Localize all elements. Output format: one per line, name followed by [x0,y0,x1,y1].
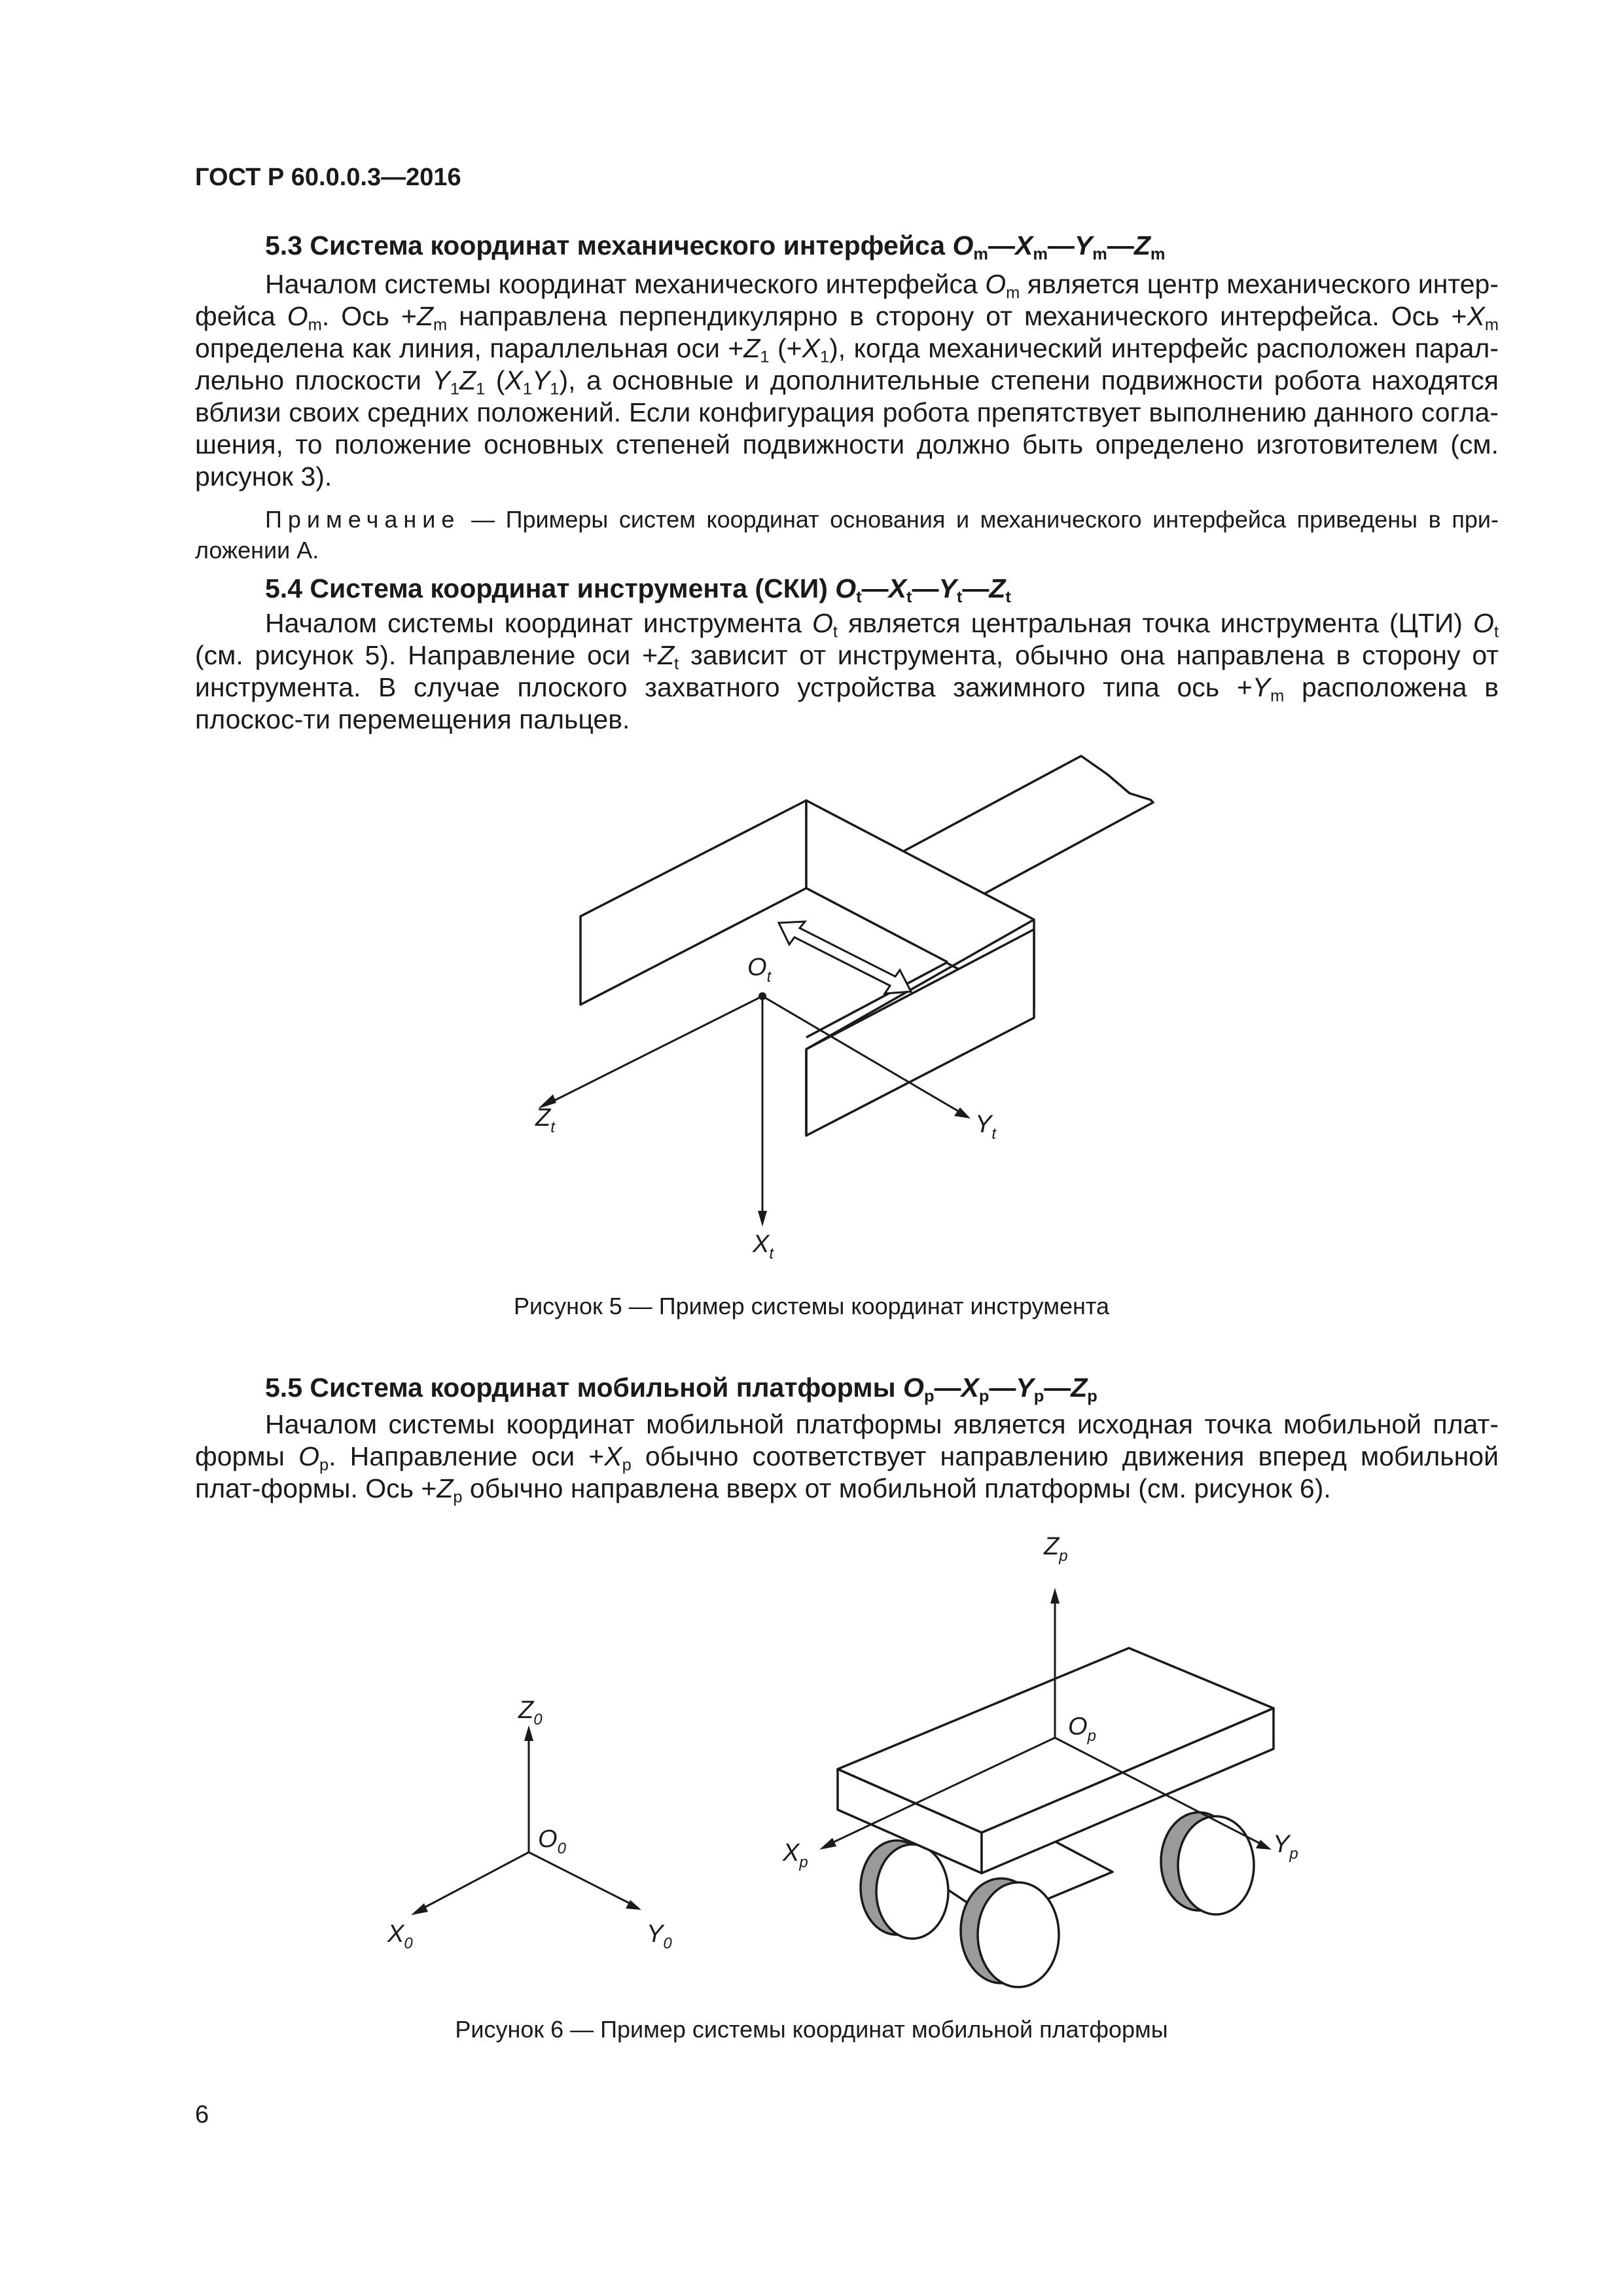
label-Zp: $Z_p$ [1044,1533,1068,1565]
section-5-3-heading: 5.3 Система координат механического интерфейса $O_m—X_m—Y_m—Z_m$ [265,230,1166,264]
label-O0: $O_0$ [538,1825,566,1857]
note-paragraph: Примечание — Примеры систем координат основания и механического интерфейса приведены в при-ложении А. [195,506,1499,564]
label-Y0: $Y_0$ [647,1920,672,1952]
page-number: 6 [195,2101,209,2128]
label-Xp: $X_p$ [783,1839,808,1871]
document-header: ГОСТ Р 60.0.0.3—2016 [195,164,461,191]
label-X0: $X_0$ [387,1920,413,1952]
label-Z0: $Z_0$ [518,1696,543,1729]
label-Yp: $Y_p$ [1273,1831,1298,1863]
section-5-4-heading: 5.4 Система координат инструмента (СКИ) $O_t—X_t—Y_t—Z_t$ [265,573,1011,607]
figure-6-caption: Рисунок 6 — Пример системы координат мобильной платформы [455,2016,1168,2043]
section-5-5-paragraph: Началом системы координат мобильной платформы является исходная точка мобильной плат-формы $O_p$. Направление оси $+X_p$ обычно соответствует направлению движения вперед мобильной плат-формы. Ось $+Z_p$ обычно направлена вверх от мобильной платформы (см. рисунок 6). [195,1409,1499,1507]
label-Yt: $Y_t$ [975,1111,997,1143]
label-Xt: $X_t$ [753,1230,774,1263]
base-frame-axes [418,1733,635,1911]
label-Op: $O_p$ [1068,1713,1096,1745]
section-5-5-heading: 5.5 Система координат мобильной платформы $O_p—X_p—Y_p—Z_p$ [265,1372,1097,1406]
section-5-3-paragraph: Началом системы координат механического интерфейса $O_m$ является центр механического интер-фейса $O_m$. Ось $+Z_m$ направлена перпендикулярно в сторону от механического интерфейса. Ось $+X_m$ определена как линия, параллельная оси $+Z_1$ $(+X_1)$, когда механический интерфейс расположен парал-лельно плоскости $Y_1Z_1$ $(X_1Y_1)$, а основные и дополнительные степени подвижности робота находятся вблизи своих средних положений. Если конфигурация робота препятствует выполнению данного согла-шения, то положение основных степеней подвижности должно быть определено изготовителем (см. рисунок 3). [195,269,1499,492]
figure-5-caption: Рисунок 5 — Пример системы координат инструмента [513,1293,1109,1319]
label-Zt: $Z_t$ [535,1104,555,1136]
section-5-4-paragraph: Началом системы координат инструмента $O_t$ является центральная точка инструмента (ЦТИ) $O_t$ (см. рисунок 5). Направление оси $+Z_t$ зависит от инструмента, обычно она направлена в сторону от инструмента. В случае плоского захватного устройства зажимного типа ось $+Y_m$ расположена в плоскос-ти перемещения пальцев. [195,608,1499,734]
label-Ot: $O_t$ [747,954,772,986]
